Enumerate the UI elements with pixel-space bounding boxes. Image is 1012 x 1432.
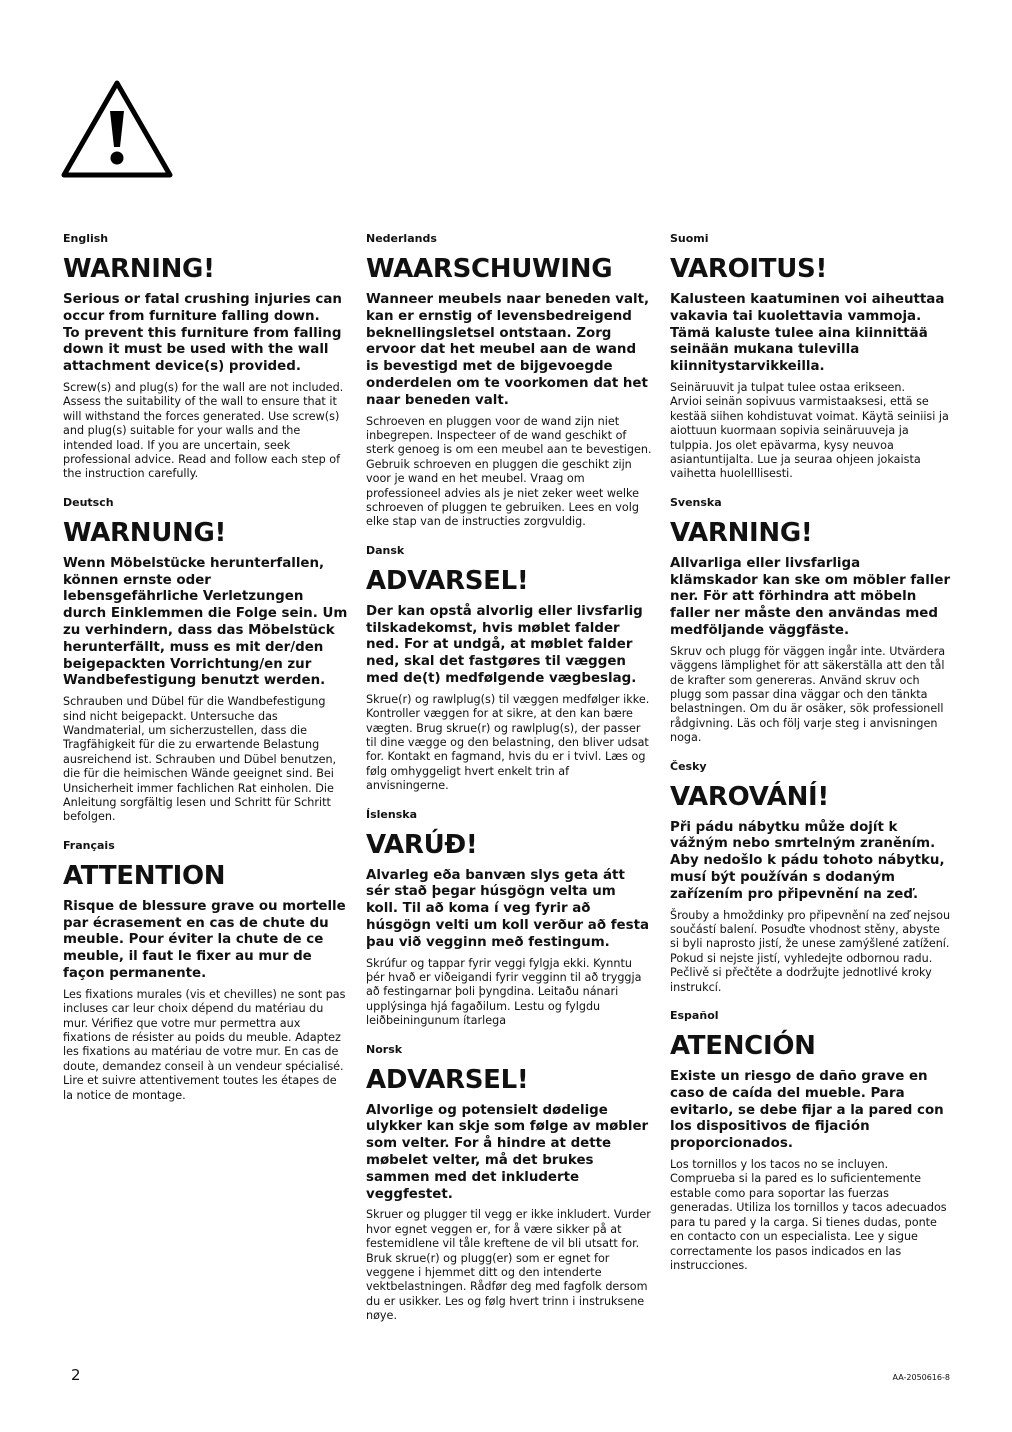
warning-title: VAROVÁNÍ! — [670, 781, 829, 812]
warning-title: WARNUNG! — [63, 517, 227, 548]
language-label: English — [63, 232, 109, 245]
section-nederlands — [366, 231, 652, 530]
section-islenska — [366, 807, 652, 1029]
warning-lead: Wanneer meubels naar beneden valt, kan er ernstig of levensbedreigend beknellingsletsel ontstaan. Zorg ervoor dat het meubel aan de wand is bevestigd met de bijgevoegde onderdelen om te voorkomen dat het naar beneden valt. — [366, 292, 650, 408]
warning-title: WARNING! — [63, 254, 215, 284]
section-svenska — [670, 495, 952, 746]
warning-body: Schroeven en pluggen voor de wand zijn niet inbegrepen. Inspecteer of de wand geschikt of sterk genoeg is om een meubel aan te bevestigen. Gebruik schroeven en pluggen die geschikt zijn voor je wand en het meubel. Vraag om professioneel advies als je niet zeker weet welke schroeven of pluggen te gebruiken. Lees en volg elke stap van de instructies zorgvuldig. — [366, 414, 652, 529]
warning-title: ADVARSEL! — [366, 1064, 529, 1095]
warning-lead: Der kan opstå alvorlig eller livsfarlig tilskadekomst, hvis møblet falder ned. For at undgå, at møblet falder ned, skal det fastgøres til væggen med de(t) medfølgende vægbeslag. — [366, 603, 643, 687]
warning-title: VARNING! — [670, 517, 813, 548]
warning-body: Schrauben und Dübel für die Wandbefestigung sind nicht beigepackt. Untersuche das Wandmaterial, um sicherzustellen, dass die Tragfähigkeit für die zu erwartende Belastung ausreichend ist. Schrauben und Dübel benutzen, die für die heimischen Wände geeignet sind. Bei Unsicherheit immer fachlichen Rat einholen. Die Anleitung sorgfältig lesen und Schritt für Schritt befolgen. — [63, 695, 337, 824]
warning-title: ATENCIÓN — [670, 1031, 816, 1062]
warning-body: Seinäruuvit ja tulpat tulee ostaa erikseen. Arvioi seinän sopivuus varmistaaksesi, että se kestää siihen kohdistuvat voimat. Käytä seiniisi ja aiottuun kuormaan sopivia seinäruuveja ja tulppia. Jos olet epävarma, kysy neuvoa asiantuntijalta. Lue ja seuraa ohjeen jokaista vaihetta huolelllisesti. — [670, 380, 949, 481]
warning-lead: Existe un riesgo de daño grave en caso de caída del mueble. Para evitarlo, se debe fijar a la pared con los dispositivos de fijación proporcionados. — [670, 1069, 944, 1152]
warning-lead: Allvarliga eller livsfarliga klämskador kan ske om möbler faller ner. För att förhindra att möbeln faller ner måste den användas med medföljande väggfäste. — [670, 555, 951, 639]
warning-body: Les fixations murales (vis et chevilles) ne sont pas incluses car leur choix dépend du matériau du mur. Vérifiez que votre mur permettra aux fixations de résister au poids du meuble. Adaptez les fixations au matériau de votre mur. En cas de doute, demandez conseil à un vendeur spécialisé. Lire et suivre attentivement toutes les étapes de la notice de montage. — [63, 987, 346, 1102]
language-label: Español — [670, 1009, 719, 1023]
section-cesky — [670, 759, 952, 995]
warning-body: Skrúfur og tappar fyrir veggi fylgja ekki. Kynntu þér hvað er viðeigandi fyrir vegginn til að tryggja að festingarnar þoli þyngdina. Leitaðu nánari upplýsinga hjá fagaðilum. Lestu og fylgdu leiðbeiningunum ítarlega — [366, 956, 642, 1028]
language-label: Dansk — [366, 543, 405, 557]
column-middle — [366, 231, 652, 1337]
warning-body: Los tornillos y los tacos no se incluyen. Comprueba si la pared es lo suficientemente estable como para soportar las fuerzas generadas. Utiliza los tornillos y tacos adecuados para tu pared y la carga. Si tienes dudas, ponte en contacto con un especialista. Lee y sigue correctamente los pasos indicados en las instrucciones. — [670, 1158, 947, 1272]
language-label: Íslenska — [366, 807, 417, 821]
language-label: Svenska — [670, 495, 722, 509]
warning-lead: Při pádu nábytku může dojít k vážným nebo smrtelným zraněním. Aby nedošlo k pádu tohoto nábytku, musí být používán s dodaným zařízením pro připevnění na zeď. — [670, 819, 945, 902]
section-deutsch — [63, 495, 349, 825]
section-norsk — [366, 1042, 652, 1324]
warning-body: Skruer og plugger til vegg er ikke inkludert. Vurder hvor egnet veggen er, for å være sikker på at festemidlene vil tåle kreftene de vil bli utsatt for. Bruk skrue(r) og plugg(er) som er egnet for veggene i hjemmet ditt og den intenderte vektbelastningen. Rådfør deg med fagfolk dersom du er usikker. Les og følg hvert trinn i instruksene nøye. — [366, 1208, 651, 1323]
section-dansk — [366, 543, 652, 794]
section-english — [63, 231, 349, 482]
warning-title: WAARSCHUWING — [366, 254, 613, 284]
warning-title: VAROITUS! — [670, 254, 828, 284]
language-label: Suomi — [670, 232, 709, 245]
warning-triangle-icon — [60, 78, 174, 180]
warning-body: Screw(s) and plug(s) for the wall are not included. Assess the suitability of the wall to ensure that it will withstand the forces generated. Use screw(s) and plug(s) suitable for your walls and the intended load. If you are uncertain, seek professional advice. Read and follow each step of the instruction carefully. — [63, 380, 344, 481]
warning-lead: Kalusteen kaatuminen voi aiheuttaa vakavia tai kuolettavia vammoja. Tämä kaluste tulee aina kiinnittää seinään mukana tulevilla kiinnitystarvikkeilla. — [670, 292, 945, 375]
warning-title: ADVARSEL! — [366, 565, 529, 596]
warning-lead: Alvorlige og potensielt dødelige ulykker kan skje som følge av møbler som velter. For å hindre at dette møbelet velter, må det brukes sammen med det inkluderte veggfestet. — [366, 1102, 649, 1202]
language-label: Nederlands — [366, 232, 437, 245]
column-right — [670, 231, 952, 1286]
language-label: Français — [63, 838, 115, 852]
warning-lead: Serious or fatal crushing injuries can occur from furniture falling down. To prevent this furniture from falling down it must be used with the wall attachment device(s) provided. — [63, 292, 342, 375]
warning-body: Skruv och plugg för väggen ingår inte. Utvärdera väggens lämplighet för att säkerställa att den tål de krafter som genereras. Använd skruv och plugg som passar dina väggar och den tänkta belastningen. Om du är osäker, sök professionell rådgivning. Läs och följ varje steg i anvisningen noga. — [670, 644, 946, 745]
section-francais — [63, 838, 349, 1103]
warning-title: ATTENTION — [63, 860, 226, 891]
language-label: Deutsch — [63, 495, 114, 509]
section-suomi — [670, 231, 952, 482]
language-label: Norsk — [366, 1042, 403, 1056]
warning-body: Skrue(r) og rawlplug(s) til væggen medfølger ikke. Kontroller væggen for at sikre, at den kan bære vægten. Brug skrue(r) og rawlplug(s), der passer til dine vægge og den belastning, den bliver udsat for. Kontakt en fagmand, hvis du er i tvivl. Læs og følg omhyggeligt hvert enkelt trin af anvisningerne. — [366, 692, 650, 793]
section-espanol — [670, 1008, 952, 1273]
language-label: Česky — [670, 759, 707, 773]
column-left — [63, 231, 349, 1116]
document-code: AA-2050616-8 — [892, 1373, 950, 1382]
warning-lead: Risque de blessure grave ou mortelle par écrasement en cas de chute du meuble. Pour éviter la chute de ce meuble, il faut le fixer au mur de façon permanente. — [63, 898, 346, 982]
warning-lead: Alvarleg eða banvæn slys geta átt sér stað þegar húsgögn velta um koll. Til að koma í veg fyrir að húsgögn velti um koll verður að festa þau við vegginn með festingum. — [366, 867, 650, 950]
page-number: 2 — [71, 1366, 81, 1384]
warning-body: Šrouby a hmoždinky pro připevnění na zeď nejsou součástí balení. Posuďte vhodnost stěny, abyste si byli naprosto jistí, že unese zamýšlené zatížení. Pokud si nejste jistí, vyhledejte odbornou radu. Pečlivě si přečtěte a dodržujte jednotlivé kroky instrukcí. — [670, 908, 951, 994]
warning-lead: Wenn Möbelstücke herunterfallen, können ernste oder lebensgefährliche Verletzungen durch Einklemmen die Folge sein. Um zu verhindern, dass das Möbelstück herunterfällt, muss es mit der/den beigepackten Vorrichtung/en zur Wandbefestigung benutzt werden. — [63, 555, 348, 689]
warning-title: VARÚÐ! — [366, 829, 478, 860]
